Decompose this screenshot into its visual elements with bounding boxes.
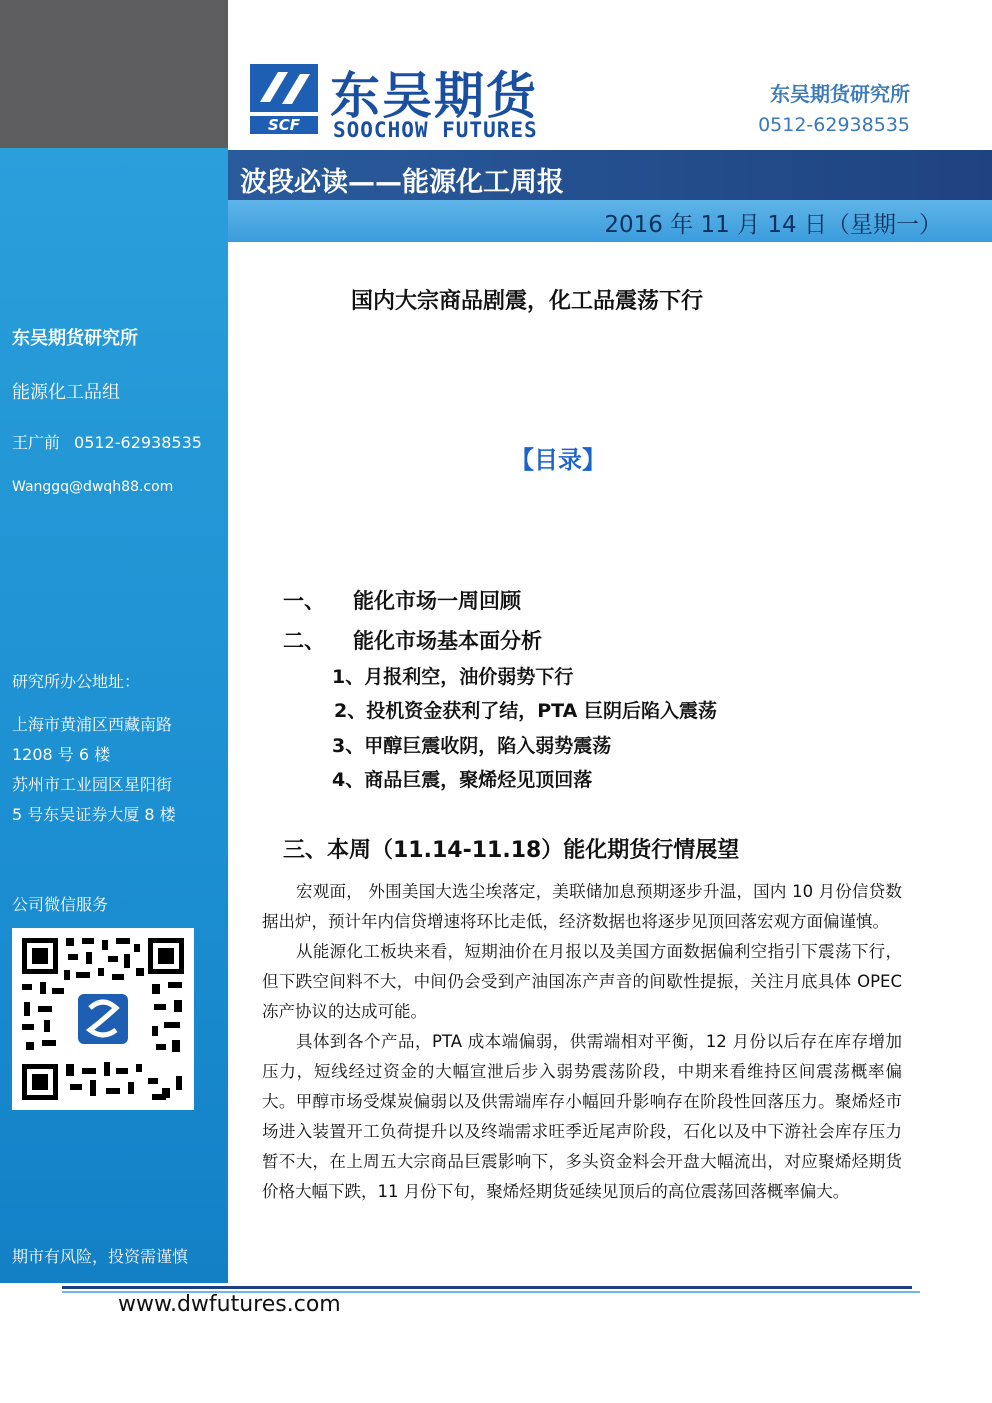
paragraph-energy: 从能源化工板块来看，短期油价在月报以及美国方面数据偏利空指引下震荡下行，但下跌空间料不大，中间仍会受到产油国冻产声音的间歇性提振，关注月底具体 OPEC 冻产协议的达成可能。 — [262, 942, 902, 1021]
toc-section-2[interactable] — [283, 625, 542, 655]
office-address — [12, 710, 176, 830]
toc-section-number: 二、 — [283, 629, 325, 653]
address-line: 5 号东吴证券大厦 8 楼 — [12, 805, 176, 824]
sidebar-header-block — [0, 0, 228, 148]
toc-section-title: 能化市场一周回顾 — [353, 589, 521, 613]
outlook-body — [262, 877, 902, 1207]
toc-section-title: 能化市场基本面分析 — [353, 629, 542, 653]
toc-label: 【目录】 — [510, 446, 606, 474]
footer-website-link[interactable]: www.dwfutures.com — [118, 1292, 341, 1317]
report-date: 2016 年 11 月 14 日（星期一） — [604, 212, 942, 238]
toc-section-3[interactable]: 三、本周（11.14-11.18）能化期货行情展望 — [283, 838, 740, 863]
analyst-email[interactable]: Wanggq@dwqh88.com — [12, 479, 174, 495]
sidebar — [0, 148, 228, 1283]
company-logo-icon — [250, 64, 318, 134]
address-label: 研究所办公地址： — [12, 672, 141, 691]
paragraph-macro: 宏观面， 外围美国大选尘埃落定，美联储加息预期逐步升温，国内 10 月份信贷数据出炉，预计年内信贷增速将环比走低，经济数据也将逐步见顶回落宏观方面偏谨慎。 — [262, 882, 902, 931]
logo-chinese-name: 东吴期货 — [330, 67, 538, 125]
analyst-contact — [12, 430, 202, 453]
address-line: 苏州市工业园区星阳街 — [12, 775, 173, 794]
toc-section-1[interactable] — [283, 585, 521, 615]
analyst-name: 王广前 — [12, 433, 61, 452]
headline: 国内大宗商品剧震，化工品震荡下行 — [351, 289, 704, 314]
logo-english-name: SOOCHOW FUTURES — [333, 118, 538, 142]
header-org: 东吴期货研究所 — [770, 82, 910, 106]
toc-subsection-4[interactable]: 4、商品巨震，聚烯烃见顶回落 — [332, 769, 593, 791]
analyst-phone: 0512-62938535 — [74, 433, 202, 452]
header-phone: 0512-62938535 — [758, 114, 910, 136]
sidebar-org: 东吴期货研究所 — [12, 328, 138, 349]
toc-subsection-3[interactable]: 3、甲醇巨震收阴，陷入弱势震荡 — [332, 735, 612, 757]
paragraph-products: 具体到各个产品，PTA 成本端偏弱，供需端相对平衡，12 月份以后存在库存增加压力，短线经过资金的大幅宣泄后步入弱势震荡阶段，中期来看维持区间震荡概率偏大。甲醇市场受煤炭偏弱以及供需端库存小幅回升影响存在阶段性回落压力。聚烯烃市场进入装置开工负荷提升以及终端需求旺季近尾声阶段，石化以及中下游社会库存压力暂不大，在上周五大宗商品巨震影响下，多头资金料会开盘大幅流出，对应聚烯烃期货价格大幅下跌，11 月份下旬，聚烯烃期货延续见顶后的高位震荡回落概率偏大。 — [262, 1032, 902, 1201]
risk-note: 期市有风险，投资需谨慎 — [12, 1247, 189, 1266]
toc-subsection-1[interactable]: 1、月报利空，油价弱势下行 — [332, 666, 574, 688]
title-bar — [228, 150, 992, 200]
sidebar-group: 能源化工品组 — [12, 382, 120, 403]
wechat-label: 公司微信服务 — [12, 895, 109, 914]
toc-section-number: 一、 — [283, 589, 325, 613]
date-bar — [228, 200, 992, 242]
report-title: 波段必读——能源化工周报 — [240, 167, 564, 198]
address-line: 上海市黄浦区西藏南路 — [12, 715, 173, 734]
footer-divider — [62, 1286, 912, 1289]
address-line: 1208 号 6 楼 — [12, 745, 111, 764]
logo-mark-text: SCF — [267, 116, 301, 134]
toc-subsection-2[interactable]: 2、投机资金获利了结，PTA 巨阴后陷入震荡 — [334, 700, 717, 722]
wechat-qr-code — [12, 928, 194, 1110]
